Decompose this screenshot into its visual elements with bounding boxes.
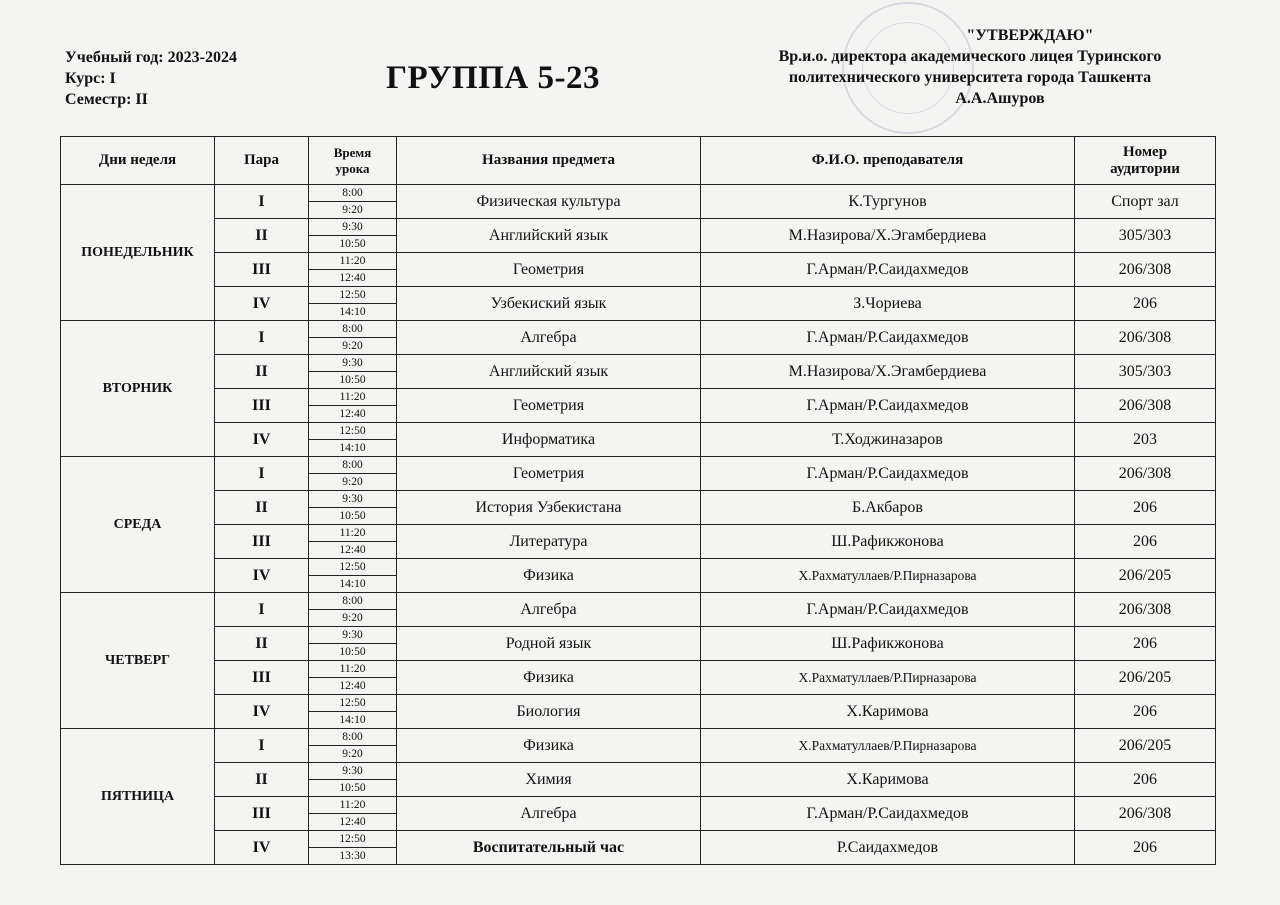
table-row [61, 423, 1216, 440]
time-start: 9:30 [309, 219, 397, 236]
subject-name: Геометрия [397, 389, 701, 423]
room-number: 206/308 [1075, 457, 1216, 491]
time-start: 12:50 [309, 559, 397, 576]
room-number: 206/308 [1075, 389, 1216, 423]
time-start: 12:50 [309, 287, 397, 304]
room-number: 206 [1075, 287, 1216, 321]
course: Курс: I [65, 70, 116, 87]
teacher-name: Ш.Рафикжонова [701, 525, 1075, 559]
para-number: II [215, 355, 309, 389]
para-number: III [215, 389, 309, 423]
time-start: 12:50 [309, 695, 397, 712]
table-row [61, 321, 1216, 338]
para-number: I [215, 321, 309, 355]
teacher-name: Х.Рахматуллаев/Р.Пирназарова [701, 559, 1075, 593]
table-header-row [61, 137, 1216, 185]
col-header-day: Дни неделя [61, 137, 215, 185]
time-start: 11:20 [309, 389, 397, 406]
para-number: I [215, 729, 309, 763]
time-start: 11:20 [309, 661, 397, 678]
time-end: 12:40 [309, 814, 397, 831]
para-number: II [215, 491, 309, 525]
schedule-table [60, 136, 1216, 865]
subject-name: Английский язык [397, 355, 701, 389]
room-number: 206 [1075, 831, 1216, 865]
col-header-para: Пара [215, 137, 309, 185]
subject-name: Химия [397, 763, 701, 797]
academic-year: Учебный год: 2023-2024 [65, 49, 237, 66]
room-number: 206 [1075, 627, 1216, 661]
table-row [61, 457, 1216, 474]
subject-name: Физическая культура [397, 185, 701, 219]
room-number: 206/308 [1075, 593, 1216, 627]
room-number: 206/308 [1075, 797, 1216, 831]
schedule-body [61, 185, 1216, 865]
time-start: 8:00 [309, 185, 397, 202]
table-row [61, 355, 1216, 372]
subject-name: Воспитательный час [397, 831, 701, 865]
room-number: 206 [1075, 695, 1216, 729]
subject-name: Геометрия [397, 253, 701, 287]
time-end: 14:10 [309, 712, 397, 729]
header-info [65, 47, 237, 110]
time-start: 9:30 [309, 355, 397, 372]
time-end: 9:20 [309, 746, 397, 763]
table-row [61, 219, 1216, 236]
subject-name: Физика [397, 559, 701, 593]
para-number: IV [215, 559, 309, 593]
time-end: 9:20 [309, 202, 397, 219]
para-number: III [215, 797, 309, 831]
time-end: 10:50 [309, 508, 397, 525]
table-row [61, 797, 1216, 814]
room-number: 206 [1075, 525, 1216, 559]
subject-name: История Узбекистана [397, 491, 701, 525]
approval-block [700, 25, 1240, 109]
subject-name: Родной язык [397, 627, 701, 661]
time-start: 11:20 [309, 525, 397, 542]
time-start: 9:30 [309, 627, 397, 644]
para-number: I [215, 185, 309, 219]
time-end: 9:20 [309, 474, 397, 491]
day-name: ПОНЕДЕЛЬНИК [61, 185, 215, 321]
para-number: II [215, 763, 309, 797]
time-end: 9:20 [309, 338, 397, 355]
teacher-name: Г.Арман/Р.Саидахмедов [701, 253, 1075, 287]
para-number: IV [215, 695, 309, 729]
time-start: 11:20 [309, 797, 397, 814]
subject-name: Алгебра [397, 321, 701, 355]
teacher-name: Г.Арман/Р.Саидахмедов [701, 321, 1075, 355]
time-start: 8:00 [309, 321, 397, 338]
director-name: А.А.Ашуров [955, 90, 1045, 107]
time-end: 12:40 [309, 678, 397, 695]
room-number: 206 [1075, 491, 1216, 525]
time-end: 9:20 [309, 610, 397, 627]
table-row [61, 559, 1216, 576]
time-end: 14:10 [309, 576, 397, 593]
para-number: IV [215, 423, 309, 457]
table-row [61, 831, 1216, 848]
subject-name: Литература [397, 525, 701, 559]
para-number: IV [215, 831, 309, 865]
room-number: 305/303 [1075, 219, 1216, 253]
teacher-name: З.Чориева [701, 287, 1075, 321]
table-row [61, 661, 1216, 678]
para-number: IV [215, 287, 309, 321]
room-number: 206/308 [1075, 253, 1216, 287]
group-title: ГРУППА 5-23 [386, 60, 600, 96]
table-row [61, 627, 1216, 644]
time-start: 12:50 [309, 423, 397, 440]
teacher-name: М.Назирова/Х.Эгамбердиева [701, 219, 1075, 253]
time-end: 10:50 [309, 372, 397, 389]
time-end: 12:40 [309, 406, 397, 423]
teacher-name: К.Тургунов [701, 185, 1075, 219]
para-number: III [215, 661, 309, 695]
day-name: СРЕДА [61, 457, 215, 593]
time-start: 8:00 [309, 457, 397, 474]
time-end: 14:10 [309, 304, 397, 321]
room-number: 206/205 [1075, 559, 1216, 593]
time-start: 8:00 [309, 729, 397, 746]
teacher-name: Б.Акбаров [701, 491, 1075, 525]
time-start: 12:50 [309, 831, 397, 848]
room-number: 206/205 [1075, 661, 1216, 695]
semester: Семестр: II [65, 91, 148, 108]
time-start: 8:00 [309, 593, 397, 610]
teacher-name: Г.Арман/Р.Саидахмедов [701, 389, 1075, 423]
subject-name: Узбекиский язык [397, 287, 701, 321]
approval-caption: "УТВЕРЖДАЮ" [966, 27, 1094, 44]
teacher-name: Ш.Рафикжонова [701, 627, 1075, 661]
subject-name: Алгебра [397, 593, 701, 627]
para-number: III [215, 253, 309, 287]
time-start: 11:20 [309, 253, 397, 270]
table-row [61, 491, 1216, 508]
table-row [61, 593, 1216, 610]
room-number: 305/303 [1075, 355, 1216, 389]
table-row [61, 729, 1216, 746]
room-number: 206 [1075, 763, 1216, 797]
teacher-name: Х.Рахматуллаев/Р.Пирназарова [701, 729, 1075, 763]
teacher-name: Х.Рахматуллаев/Р.Пирназарова [701, 661, 1075, 695]
subject-name: Алгебра [397, 797, 701, 831]
room-number: 203 [1075, 423, 1216, 457]
table-row [61, 695, 1216, 712]
time-end: 10:50 [309, 236, 397, 253]
subject-name: Физика [397, 661, 701, 695]
col-header-subject: Названия предмета [397, 137, 701, 185]
teacher-name: Р.Саидахмедов [701, 831, 1075, 865]
time-end: 10:50 [309, 644, 397, 661]
teacher-name: Т.Ходжиназаров [701, 423, 1075, 457]
table-row [61, 763, 1216, 780]
approver-position-line2: политехнического университета города Ташкента [788, 69, 1152, 86]
time-end: 14:10 [309, 440, 397, 457]
teacher-name: Х.Каримова [701, 695, 1075, 729]
room-number: 206/205 [1075, 729, 1216, 763]
time-start: 9:30 [309, 491, 397, 508]
time-end: 12:40 [309, 542, 397, 559]
teacher-name: Г.Арман/Р.Саидахмедов [701, 457, 1075, 491]
time-end: 10:50 [309, 780, 397, 797]
teacher-name: М.Назирова/Х.Эгамбердиева [701, 355, 1075, 389]
subject-name: Английский язык [397, 219, 701, 253]
table-row [61, 389, 1216, 406]
room-number: Спорт зал [1075, 185, 1216, 219]
col-header-time: Время урока [309, 137, 397, 185]
subject-name: Геометрия [397, 457, 701, 491]
subject-name: Физика [397, 729, 701, 763]
para-number: I [215, 457, 309, 491]
subject-name: Биология [397, 695, 701, 729]
para-number: II [215, 627, 309, 661]
table-row [61, 185, 1216, 202]
room-number: 206/308 [1075, 321, 1216, 355]
para-number: I [215, 593, 309, 627]
subject-name: Информатика [397, 423, 701, 457]
table-row [61, 253, 1216, 270]
col-header-teacher: Ф.И.О. преподавателя [701, 137, 1075, 185]
approver-position-line1: Вр.и.о. директора академического лицея Туринского [778, 48, 1162, 65]
day-name: ПЯТНИЦА [61, 729, 215, 865]
time-start: 9:30 [309, 763, 397, 780]
signature-line [700, 88, 1240, 109]
teacher-name: Г.Арман/Р.Саидахмедов [701, 593, 1075, 627]
time-end: 13:30 [309, 848, 397, 865]
col-header-room: Номер аудитории [1075, 137, 1216, 185]
time-end: 12:40 [309, 270, 397, 287]
table-row [61, 525, 1216, 542]
table-row [61, 287, 1216, 304]
para-number: II [215, 219, 309, 253]
day-name: ВТОРНИК [61, 321, 215, 457]
teacher-name: Г.Арман/Р.Саидахмедов [701, 797, 1075, 831]
day-name: ЧЕТВЕРГ [61, 593, 215, 729]
para-number: III [215, 525, 309, 559]
teacher-name: Х.Каримова [701, 763, 1075, 797]
